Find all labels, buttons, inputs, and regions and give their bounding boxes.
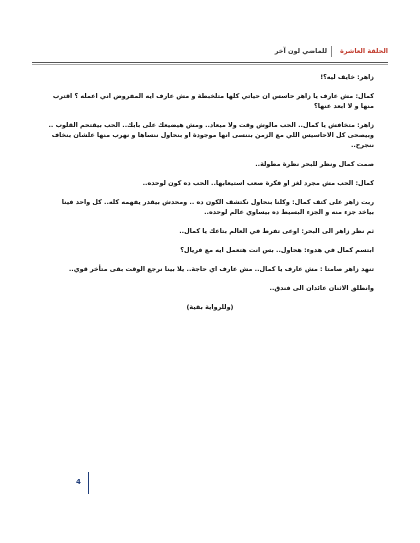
book-title: للماضي لون آخر (274, 47, 328, 55)
header-rule-secondary (32, 64, 388, 65)
paragraph: ثم نظر زاهر الى البحر: اوعى تفرط في العالم بتاعك يا كمال.. (179, 227, 374, 235)
page-number: 4 (76, 478, 81, 486)
paragraph: كمال: مش عارف يا زاهر حاسس ان حياتي كلها متلخبطة و مش عارف ايه المفروض اني اعمله ؟ اقترب منها و لا ابعد عنها؟ (52, 92, 374, 110)
paragraph: كمال: الحب مش مجرد لغز او فكرة صعب استيعابها.. الحب ده كون لوحده.. (142, 179, 374, 187)
header-separator (331, 46, 332, 57)
paragraph: تنهد زاهر صامتا : مش عارف يا كمال.. مش عارف اي حاجة.. يلا بينا نرجع الوقت بقى متأخر قوي.. (68, 265, 374, 273)
chapter-label: الحلقة العاشرة (340, 47, 388, 55)
paragraph: زاهر: متخافش يا كمال.. الحب مالوش وقت ولا ميعاد.. ومش هيضيعك على بابك.. الحب بيقتحم القلوب .. وبيصحى كل الاحاسيس اللي مع الزمن بننسى انها موجودة او بنحاول ننساها و نهرب منها علشان بنخاف ننجرح.. (48, 121, 374, 149)
paragraph: وانطلق الاثنان عائدان الى فندق.. (269, 284, 374, 292)
ending-note: (وللرواية بقية) (186, 303, 234, 311)
paragraph: صمت كمال ونظر للبحر نظرة مطولة.. (255, 160, 374, 168)
page-body (46, 72, 374, 321)
footer-bar (88, 472, 89, 494)
header-rule (32, 62, 388, 63)
paragraph: ربت زاهر على كتف كمال: وكلنا بنحاول نكتشف الكون ده .. ومحدش بيقدر يفهمه كله.. كل واحد فينا بياخد جزء منه و الجزء البسيط ده بيساوي عالم لوحده.. (61, 198, 374, 216)
page-header (32, 42, 388, 60)
paragraph: ابتسم كمال في هدوء: هحاول.. بس انت هتعمل ايه مع فريال؟ (180, 246, 374, 254)
paragraph: زاهر: خايف ليه؟! (320, 73, 374, 81)
